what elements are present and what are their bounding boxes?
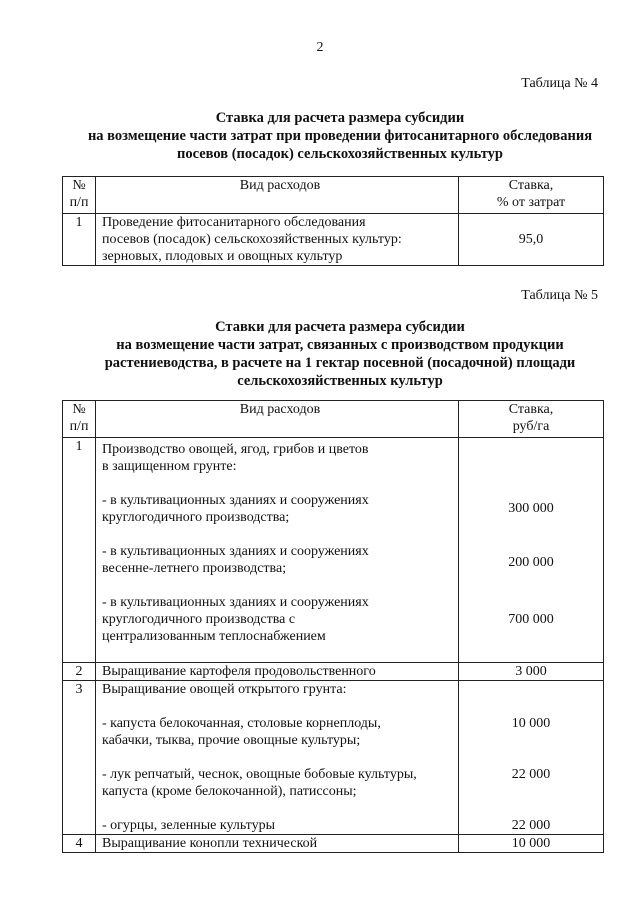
table5-title-line: на возмещение части затрат, связанных с производством продукции (116, 337, 564, 353)
row-text-line: посевов (посадок) сельскохозяйственных культур: (102, 232, 402, 247)
header-rate-line: Ставка, (508, 178, 554, 193)
row-heading-line: Выращивание овощей открытого грунта: (102, 682, 347, 697)
row-heading-line: в защищенном грунте: (102, 459, 237, 474)
item-text-line: - лук репчатый, чеснок, овощные бобовые культуры, (102, 767, 417, 782)
item-text-line: круглогодичного производства; (102, 510, 290, 525)
header-num (63, 401, 96, 438)
item-rate: 22 000 (511, 767, 551, 782)
header-num-line: № (72, 402, 86, 417)
header-kind: Вид расходов (96, 177, 459, 214)
header-rate-line: Ставка, (508, 402, 554, 417)
row-heading-line: Производство овощей, ягод, грибов и цветов (102, 442, 369, 457)
row-num: 4 (63, 835, 96, 853)
table5-label: Таблица № 5 (521, 288, 598, 303)
item-text-line: - в культивационных зданиях и сооружениях (102, 595, 369, 610)
table5 (62, 400, 604, 853)
row-text (96, 681, 459, 835)
header-kind: Вид расходов (96, 401, 459, 438)
table4-title-line: Ставка для расчета размера субсидии (215, 110, 465, 126)
table4-title-line: на возмещение части затрат при проведении фитосанитарного обследования (87, 128, 593, 144)
row-rate-cell (459, 681, 604, 835)
item-text-line: - в культивационных зданиях и сооружениях (102, 544, 369, 559)
page-number: 2 (316, 40, 324, 55)
table5-title-line: сельскохозяйственных культур (237, 373, 443, 389)
item-text-line: капуста (кроме белокочанной), патиссоны; (102, 784, 357, 799)
table-header-row (63, 401, 604, 438)
row-text: Выращивание конопли технической (96, 835, 459, 853)
row-text (96, 214, 459, 266)
item-text-line: централизованным теплоснабжением (102, 629, 326, 644)
table-row (63, 438, 604, 663)
row-num: 2 (63, 663, 96, 681)
row-text-line: Проведение фитосанитарного обследования (102, 215, 366, 230)
item-rate: 700 000 (508, 612, 554, 627)
item-rate: 22 000 (511, 818, 551, 833)
row-num: 1 (63, 214, 96, 266)
header-rate-line: руб/га (512, 419, 550, 434)
header-num-line: п/п (69, 419, 89, 434)
header-num-line: № (72, 178, 86, 193)
item-rate: 200 000 (508, 555, 554, 570)
row-num: 3 (63, 681, 96, 835)
header-num-line: п/п (69, 195, 89, 210)
table4-label: Таблица № 4 (521, 76, 598, 91)
row-text: Выращивание картофеля продовольственного (96, 663, 459, 681)
item-text-line: весенне-летнего производства; (102, 561, 287, 576)
header-rate (459, 401, 604, 438)
table-row (63, 663, 604, 681)
item-text-line: кабачки, тыква, прочие овощные культуры; (102, 733, 361, 748)
item-rate: 300 000 (508, 501, 554, 516)
table4-title (60, 109, 620, 163)
row-rate-cell (459, 438, 604, 663)
table5-title-line: Ставки для расчета размера субсидии (215, 319, 465, 335)
table5-title (60, 318, 620, 390)
item-text-line: - в культивационных зданиях и сооружениях (102, 493, 369, 508)
header-num (63, 177, 96, 214)
item-rate: 10 000 (511, 716, 551, 731)
row-rate: 10 000 (459, 835, 604, 853)
row-rate: 95,0 (459, 214, 604, 266)
table5-title-line: растениеводства, в расчете на 1 гектар посевной (посадочной) площади (104, 355, 576, 371)
table-row (63, 835, 604, 853)
row-num: 1 (63, 438, 96, 663)
row-text-line: зерновых, плодовых и овощных культур (102, 249, 343, 264)
item-text-line: - огурцы, зеленные культуры (102, 818, 276, 833)
header-rate (459, 177, 604, 214)
item-text-line: круглогодичного производства с (102, 612, 296, 627)
header-rate-line: % от затрат (496, 195, 566, 210)
item-text-line: - капуста белокочанная, столовые корнеплоды, (102, 716, 381, 731)
table-header-row (63, 177, 604, 214)
row-text (96, 438, 459, 663)
row-rate: 3 000 (459, 663, 604, 681)
table4-title-line: посевов (посадок) сельскохозяйственных культур (177, 146, 503, 162)
table-row (63, 681, 604, 835)
table4 (62, 176, 604, 266)
table-row (63, 214, 604, 266)
